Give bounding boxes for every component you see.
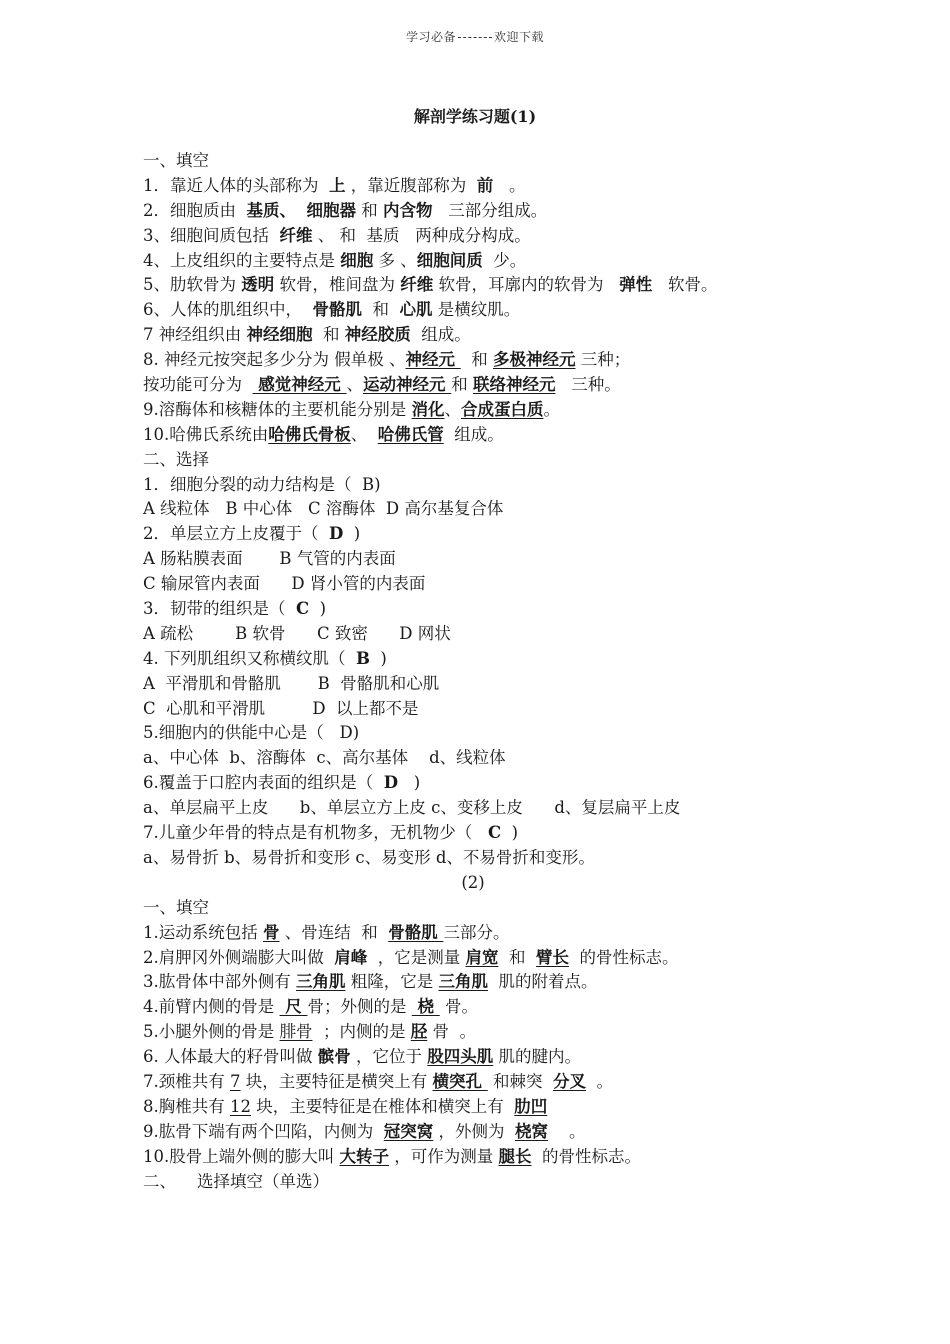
line-segment: a、中心体 b、溶酶体 c、高尔基体 d、线粒体 [143, 748, 506, 768]
answer-text: D [329, 524, 344, 544]
text-line [143, 473, 843, 498]
line-segment: 肌的腱内。 [493, 1047, 581, 1067]
answer-text: 弹性 [619, 275, 653, 295]
text-line [143, 647, 843, 672]
line-segment: 的骨性标志。 [568, 947, 679, 967]
line-segment: 二、 选择填空（单选） [143, 1171, 329, 1191]
line-segment: 9.肱骨下端有两个凹陷，内侧为 [143, 1121, 384, 1141]
answer-text: C [487, 823, 502, 843]
answer-text: 上 [329, 175, 346, 195]
page-header [0, 28, 950, 45]
text-line [143, 249, 843, 274]
line-segment: ，它位于 [350, 1047, 428, 1067]
line-segment: 的骨性标志。 [531, 1146, 641, 1166]
line-segment: ，它是测量 [367, 947, 466, 967]
answer-text: 三角肌 [296, 972, 346, 992]
line-segment: 三种。 [555, 375, 621, 395]
line-segment: 一、填空 [143, 897, 209, 917]
line-segment: 4、上皮组织的主要特点是 [143, 250, 341, 270]
line-segment: 和 [356, 200, 383, 220]
answer-text: 纤维 [279, 225, 313, 245]
line-segment: 骨 。 [427, 1022, 476, 1042]
line-segment: 是横纹肌。 [432, 300, 521, 320]
text-line [143, 896, 843, 921]
text-line [143, 572, 843, 597]
line-segment: 按功能可分为 [143, 375, 253, 395]
line-segment: A 肠粘膜表面 B 气管的内表面 [143, 549, 396, 569]
line-segment: (2) [461, 872, 485, 892]
line-segment: 7 神经组织由 [143, 325, 247, 345]
text-line [143, 597, 843, 622]
line-segment: 一、填空 [143, 151, 209, 170]
answer-text: 骨骼肌 [388, 922, 444, 942]
text-line [143, 323, 843, 348]
line-segment: 10.哈佛氏系统由 [143, 424, 269, 444]
answer-text: 大转子 [339, 1146, 389, 1166]
answer-text: 纤维 [400, 275, 434, 295]
answer-text: 哈佛氏管 [377, 424, 444, 444]
answer-text: 肋凹 [514, 1096, 548, 1116]
answer-text: 消化 [411, 399, 445, 419]
line-segment: 组成。 [410, 325, 471, 345]
line-segment: ，可作为测量 [389, 1146, 499, 1166]
answer-text: 肩宽 [465, 947, 499, 967]
text-line [143, 199, 843, 224]
answer-text: 腓骨 [279, 1022, 313, 1042]
line-segment: ，外侧为 [433, 1121, 515, 1141]
line-segment: 和 [460, 350, 493, 370]
text-line [143, 846, 843, 871]
text-line [143, 398, 843, 423]
line-segment: 9.溶酶体和核糖体的主要机能分别是 [143, 399, 412, 419]
text-line [143, 149, 843, 174]
answer-text: 透明 [241, 275, 275, 295]
line-segment: 5.细胞内的供能中心是（ D) [143, 723, 360, 743]
answer-text: 神经胶质 [344, 325, 411, 345]
line-segment: 1．细胞分裂的动力结构是（ B) [143, 474, 381, 494]
answer-text: 骨 [263, 922, 280, 942]
answer-text: 臂长 [535, 947, 569, 967]
line-segment: 、 [444, 399, 461, 419]
text-line [143, 1020, 843, 1045]
text-line [143, 1145, 843, 1170]
answer-text: 细胞间质 [416, 250, 483, 270]
line-segment: 多 、 [373, 250, 417, 270]
line-segment: 3．韧带的组织是（ [143, 599, 296, 619]
text-line [143, 224, 843, 249]
line-segment: C 心肌和平滑肌 D 以上都不是 [143, 698, 419, 718]
line-segment: 、 [350, 424, 378, 444]
answer-text: 细胞 [340, 250, 374, 270]
text-line [143, 1070, 843, 1095]
line-segment: 6. 人体最大的籽骨叫做 [143, 1047, 318, 1067]
answer-text: 股四头肌 [427, 1047, 494, 1067]
answer-text: D [383, 773, 399, 793]
line-segment: 5.小腿外侧的骨是 [143, 1022, 280, 1042]
text-line [143, 871, 843, 896]
answer-text: 哈佛氏骨板 [268, 424, 351, 444]
answer-text: 肩峰 [334, 947, 368, 967]
answer-text: 细胞器 [306, 200, 356, 220]
text-line [143, 970, 843, 995]
text-line [143, 273, 843, 298]
document-body [143, 149, 843, 1194]
answer-text: 神经细胞 [246, 325, 313, 345]
line-segment: 3、细胞间质包括 [143, 225, 280, 245]
line-segment: 块，主要特征是在椎体和横突上有 [251, 1096, 515, 1116]
answer-text: 7 [230, 1071, 241, 1091]
answer-text: 腿长 [498, 1146, 532, 1166]
text-line [143, 298, 843, 323]
line-segment: 1．靠近人体的头部称为 [143, 175, 329, 195]
line-segment: 软骨，耳廓内的软骨为 [433, 275, 620, 295]
answer-text: 横突孔 [432, 1071, 488, 1091]
text-line [143, 1170, 843, 1195]
answer-text: 尺 [279, 997, 308, 1017]
line-segment: 软骨。 [652, 275, 718, 295]
line-segment: 2．单层立方上皮覆于（ [143, 524, 329, 544]
line-segment: ) [501, 823, 519, 843]
answer-text: 感觉神经元 [252, 375, 347, 395]
line-segment: a、易骨折 b、易骨折和变形 c、易变形 d、不易骨折和变形。 [143, 847, 595, 867]
line-segment: 2．细胞质由 [143, 200, 247, 220]
line-segment: 4. 下列肌组织又称横纹肌（ [143, 648, 356, 668]
line-segment [296, 201, 307, 220]
line-segment: ；内侧的是 [312, 1022, 411, 1042]
answer-text: C [296, 599, 310, 619]
line-segment: 软骨，椎间盘为 [274, 275, 401, 295]
answer-text: 多极神经元 [492, 350, 576, 370]
text-line [143, 995, 843, 1020]
header-left-text: 学习必备 [405, 30, 456, 44]
line-segment: 3.肱骨体中部外侧有 [143, 972, 296, 992]
line-segment: 骨；外侧的是 [307, 997, 412, 1017]
text-line [143, 1095, 843, 1120]
line-segment: 和棘突 [487, 1071, 553, 1091]
line-segment: 和 [451, 375, 473, 395]
line-segment: 4.前臂内侧的骨是 [143, 997, 280, 1017]
line-segment: 、 [346, 375, 363, 395]
answer-text: 运动神经元 [363, 375, 452, 395]
text-line [143, 1045, 843, 1070]
line-segment: 骨。 [439, 997, 478, 1017]
answer-text: 神经元 [405, 350, 461, 370]
answer-text: 髌骨 [317, 1047, 351, 1067]
text-line [143, 796, 843, 821]
answer-text: B [355, 648, 370, 668]
line-segment: 8. 神经元按突起多少分为 假单极 、 [143, 350, 406, 370]
text-line [143, 672, 843, 697]
text-line [143, 348, 843, 373]
line-segment: ，靠近腹部称为 [345, 175, 477, 195]
line-segment: C 输尿管内表面 D 肾小管的内表面 [143, 574, 426, 594]
answer-text: 冠突窝 [383, 1121, 434, 1141]
text-line [143, 174, 843, 199]
line-segment: A 平滑肌和骨骼肌 B 骨骼肌和心肌 [143, 673, 440, 693]
text-line [143, 697, 843, 722]
line-segment: 肌的附着点。 [488, 972, 598, 992]
line-segment: 7.颈椎共有 [143, 1071, 230, 1091]
line-segment: 、骨连结 和 [279, 922, 389, 942]
line-segment: 粗隆，它是 [345, 972, 439, 992]
answer-text: 联络神经元 [473, 375, 556, 395]
line-segment: 7.儿童少年骨的特点是有机物多，无机物少（ [143, 823, 488, 843]
line-segment: ) [369, 648, 387, 668]
line-segment: 5、肋软骨为 [143, 275, 242, 295]
line-segment: 6、人体的肌组织中， [143, 300, 313, 320]
text-line [143, 946, 843, 971]
line-segment: 三种； [575, 350, 631, 370]
text-line [143, 522, 843, 547]
text-line [143, 423, 843, 448]
answer-text: 桡窝 [514, 1121, 548, 1141]
line-segment: A 线粒体 B 中心体 C 溶酶体 D 高尔基复合体 [143, 499, 504, 519]
line-segment: 、 和 基质 两种成分构成。 [312, 225, 531, 245]
text-line [143, 448, 843, 473]
line-segment: 8.胸椎共有 [143, 1096, 230, 1116]
line-segment: 和 [362, 300, 400, 320]
line-segment: 10.股骨上端外侧的膨大叫 [143, 1146, 340, 1166]
answer-text: 前 [476, 175, 494, 195]
answer-text: 桡 [411, 997, 440, 1017]
answer-text: 内含物 [383, 200, 433, 220]
text-line [143, 746, 843, 771]
line-segment: 和 [498, 947, 536, 967]
answer-text: 骨骼肌 [312, 300, 362, 320]
text-line [143, 373, 843, 398]
line-segment: 。 [547, 1121, 586, 1141]
line-segment: 6.覆盖于口腔内表面的组织是（ [143, 773, 384, 793]
answer-text: 基质、 [246, 200, 296, 220]
line-segment: 二、选择 [143, 449, 209, 469]
line-segment: ) [398, 773, 421, 793]
answer-text: 胫 [410, 1022, 428, 1042]
answer-text: 合成蛋白质 [461, 399, 544, 419]
answer-text: 12 [230, 1096, 251, 1116]
line-segment: 少。 [482, 250, 527, 270]
answer-text: 三角肌 [438, 972, 488, 992]
line-segment: ) [309, 599, 327, 619]
line-segment: 。 [493, 175, 526, 195]
document-title: 解剖学练习题(1) [413, 107, 537, 126]
answer-text: 心肌 [399, 300, 433, 320]
line-segment: ) [343, 524, 361, 544]
line-segment: 2.肩胛冈外侧端膨大叫做 [143, 947, 335, 967]
text-line [143, 1120, 843, 1145]
line-segment: 。 [586, 1071, 613, 1091]
text-line [143, 821, 843, 846]
line-segment: 三部分组成。 [432, 200, 548, 220]
line-segment: A 疏松 B 软骨 C 致密 D 网状 [143, 623, 451, 643]
answer-text: 分叉 [553, 1071, 586, 1091]
line-segment: 三部分。 [443, 922, 510, 942]
text-line [143, 547, 843, 572]
header-right-text: 欢迎下载 [494, 30, 545, 44]
line-segment: 和 [312, 325, 345, 345]
line-segment: 组成。 [443, 424, 504, 444]
text-line [143, 771, 843, 796]
line-segment: 块，主要特征是横突上有 [240, 1071, 433, 1091]
text-line [143, 721, 843, 746]
line-segment: 1.运动系统包括 [143, 922, 263, 942]
line-segment: 。 [543, 399, 560, 419]
text-line [143, 497, 843, 522]
text-line [143, 921, 843, 946]
header-dashes [458, 37, 492, 38]
line-segment: a、单层扁平上皮 b、单层立方上皮 c、变移上皮 d、复层扁平上皮 [143, 798, 681, 818]
text-line [143, 622, 843, 647]
